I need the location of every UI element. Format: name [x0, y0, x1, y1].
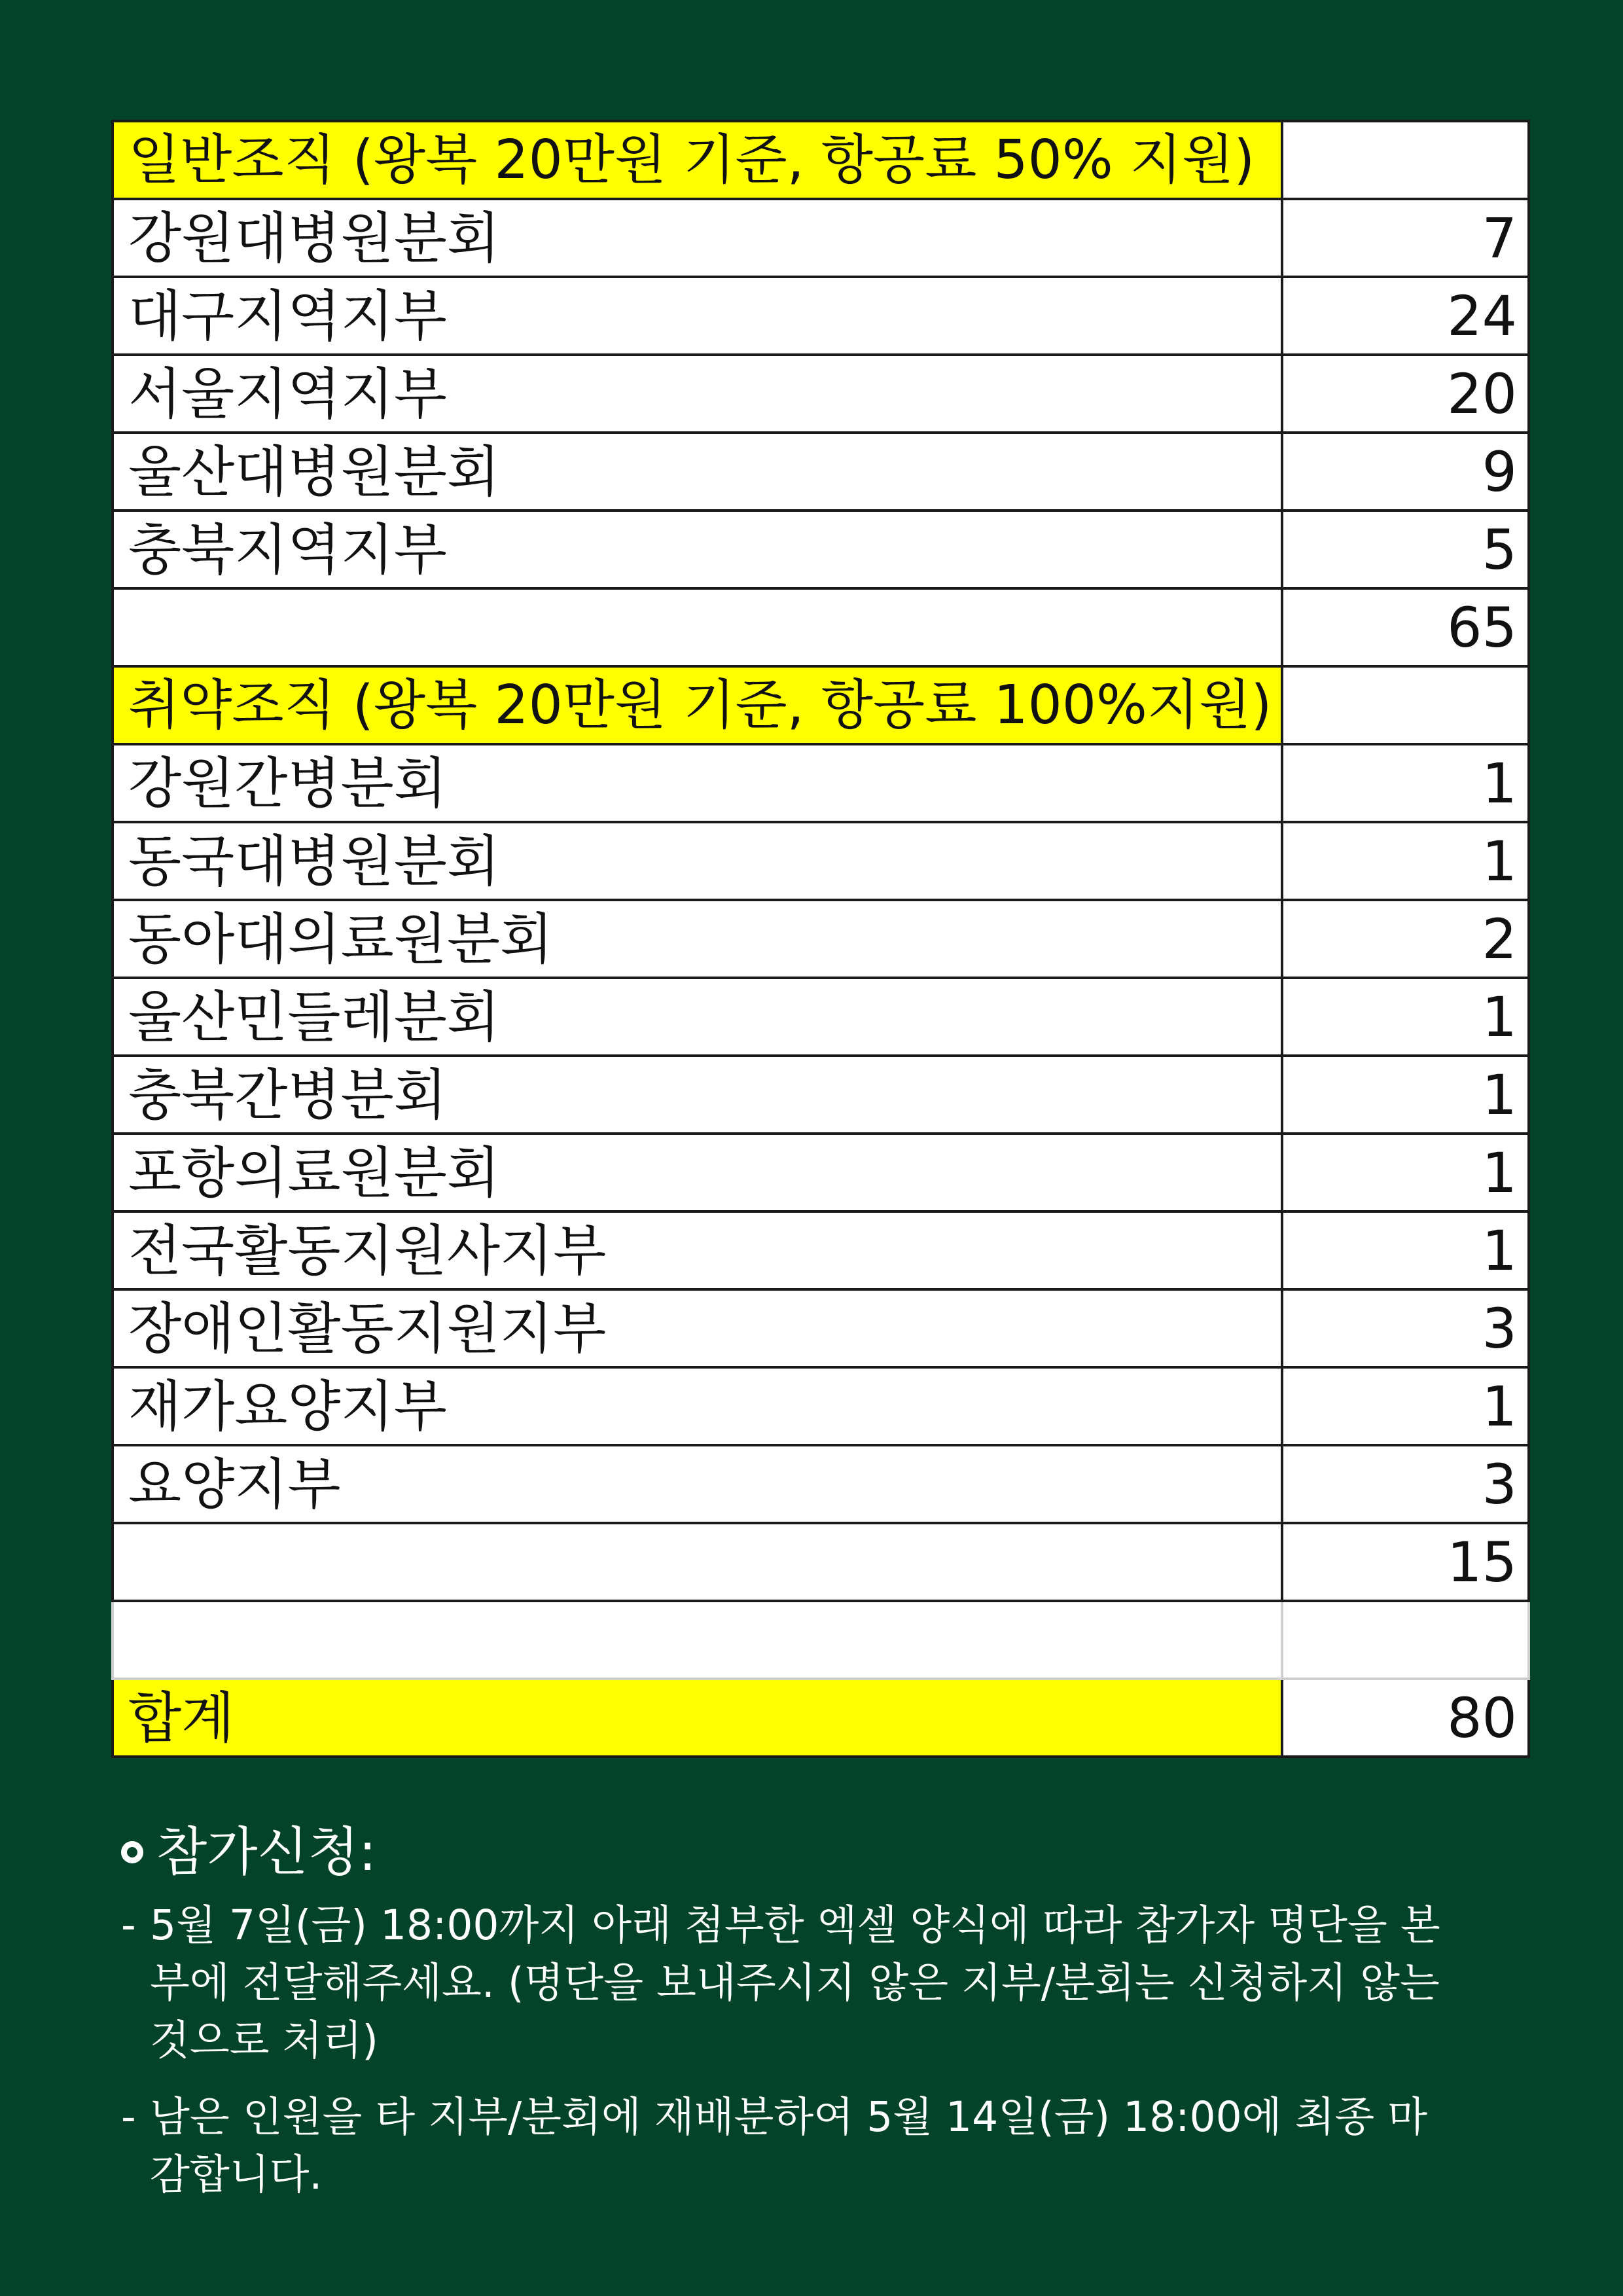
org-name-cell: 울산민들레분회: [113, 978, 1282, 1056]
count-cell: 2: [1282, 900, 1529, 978]
table-row: [113, 355, 1529, 433]
table-row: [113, 1056, 1529, 1134]
table-row: [113, 822, 1529, 900]
count-cell: [1282, 1601, 1529, 1679]
org-name-cell: 강원간병분회: [113, 744, 1282, 822]
count-cell: [1282, 666, 1529, 744]
table-row: [113, 1211, 1529, 1289]
circle-bullet-icon: [121, 1841, 143, 1863]
table-row: [113, 978, 1529, 1056]
org-name-cell: 전국활동지원사지부: [113, 1211, 1282, 1289]
org-name-cell: 강원대병원분회: [113, 199, 1282, 277]
section-header-row: [113, 121, 1529, 199]
total-label-cell: 합계: [113, 1679, 1282, 1757]
subtotal-value-cell: 15: [1282, 1523, 1529, 1601]
subtotal-row: [113, 1523, 1529, 1601]
section-title-cell: 취약조직 (왕복 20만원 기준, 항공료 100%지원): [113, 666, 1282, 744]
count-cell: [1282, 121, 1529, 199]
section-header-row: [113, 666, 1529, 744]
count-cell: 1: [1282, 1134, 1529, 1211]
notice-item: [121, 2089, 1561, 2204]
subtotal-row: [113, 588, 1529, 666]
table-row: [113, 900, 1529, 978]
table-row: [113, 277, 1529, 355]
table-row: [113, 1289, 1529, 1367]
notice-item-text: 남은 인원을 타 지부/분회에 재배분하여 5월 14일(금) 18:00에 최종 마감합니다.: [150, 2092, 1428, 2198]
org-name-cell: 서울지역지부: [113, 355, 1282, 433]
count-cell: 3: [1282, 1445, 1529, 1523]
table-row: [113, 511, 1529, 588]
org-name-cell: 울산대병원분회: [113, 433, 1282, 511]
count-cell: 1: [1282, 822, 1529, 900]
count-cell: 9: [1282, 433, 1529, 511]
notice-heading-row: [121, 1821, 1561, 1882]
table-row: [113, 744, 1529, 822]
count-cell: 7: [1282, 199, 1529, 277]
blank-row: [113, 1601, 1529, 1679]
org-name-cell: [113, 1523, 1282, 1601]
org-name-cell: 동국대병원분회: [113, 822, 1282, 900]
dash-bullet: -: [121, 2092, 136, 2141]
count-cell: 1: [1282, 1211, 1529, 1289]
total-value-cell: 80: [1282, 1679, 1529, 1757]
total-row: [113, 1679, 1529, 1757]
count-cell: 1: [1282, 978, 1529, 1056]
table-row: [113, 1445, 1529, 1523]
table-row: [113, 1367, 1529, 1445]
org-name-cell: 장애인활동지원지부: [113, 1289, 1282, 1367]
participant-table: [111, 120, 1530, 1758]
table-row: [113, 1134, 1529, 1211]
notice-item-text: 5월 7일(금) 18:00까지 아래 첨부한 엑셀 양식에 따라 참가자 명단을 본부에 전달해주세요. (명단을 보내주시지 않은 지부/분회는 신청하지 않는 것으로 처리): [150, 1901, 1440, 2065]
org-name-cell: [113, 588, 1282, 666]
count-cell: 20: [1282, 355, 1529, 433]
org-name-cell: 재가요양지부: [113, 1367, 1282, 1445]
org-name-cell: 대구지역지부: [113, 277, 1282, 355]
notice-item: [121, 1897, 1561, 2070]
org-name-cell: 충북지역지부: [113, 511, 1282, 588]
table-row: [113, 199, 1529, 277]
org-name-cell: 요양지부: [113, 1445, 1282, 1523]
count-cell: 5: [1282, 511, 1529, 588]
org-name-cell: 동아대의료원분회: [113, 900, 1282, 978]
application-notice: [121, 1821, 1561, 2204]
org-name-cell: [113, 1601, 1282, 1679]
count-cell: 3: [1282, 1289, 1529, 1367]
count-cell: 1: [1282, 1056, 1529, 1134]
org-name-cell: 포항의료원분회: [113, 1134, 1282, 1211]
count-cell: 1: [1282, 744, 1529, 822]
subtotal-value-cell: 65: [1282, 588, 1529, 666]
count-cell: 24: [1282, 277, 1529, 355]
dash-bullet: -: [121, 1901, 136, 1949]
org-name-cell: 충북간병분회: [113, 1056, 1282, 1134]
notice-heading: 참가신청:: [156, 1821, 377, 1882]
table-row: [113, 433, 1529, 511]
count-cell: 1: [1282, 1367, 1529, 1445]
participant-table-body: [113, 121, 1529, 1757]
section-title-cell: 일반조직 (왕복 20만원 기준, 항공료 50% 지원): [113, 121, 1282, 199]
